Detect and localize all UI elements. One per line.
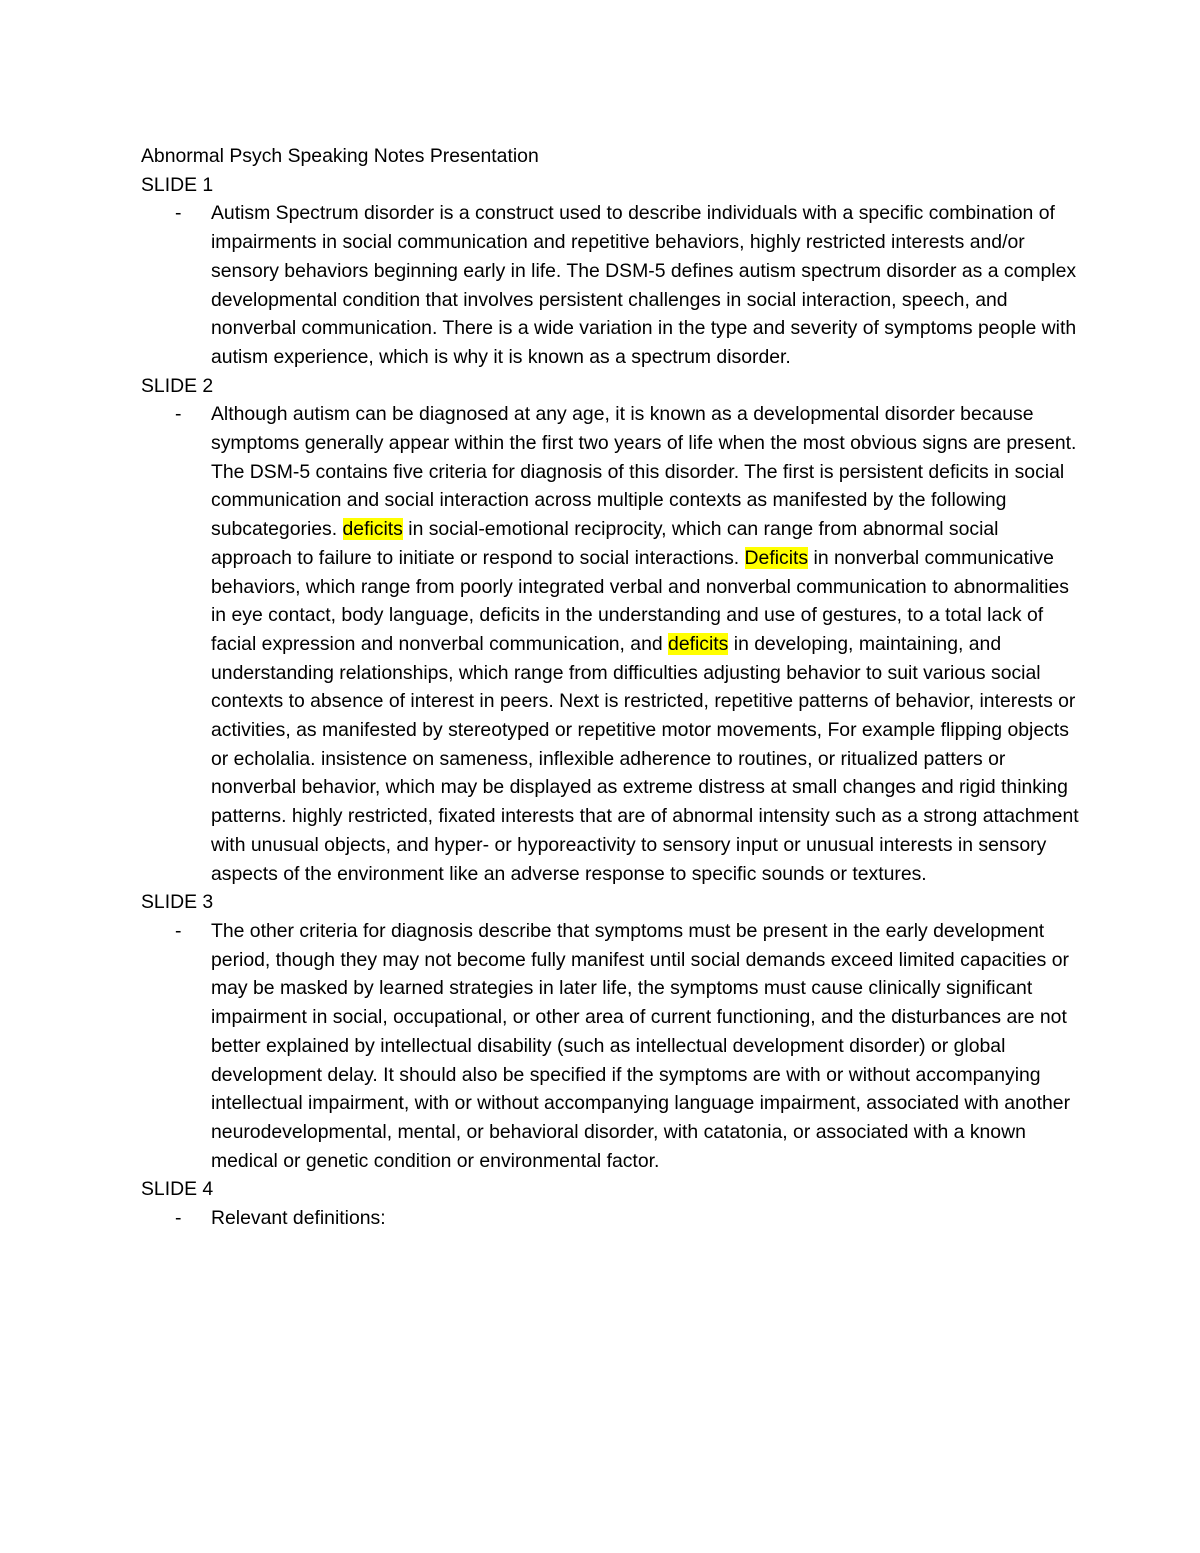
bullet-dash: - <box>175 919 182 942</box>
document-body <box>141 142 1081 1233</box>
document-title: Abnormal Psych Speaking Notes Presentation <box>141 145 539 167</box>
slide-3-heading: SLIDE 3 <box>141 891 214 914</box>
slide-3-text: The other criteria for diagnosis describe that symptoms must be present in the early development period, though they may not become fully manifest until social demands exceed limited capacities or may be masked by learned strategies in later life, the symptoms must cause clinically significant impairment in social, occupational, or other area of current functioning, and the disturbances are not better explained by intellectual disability (such as intellectual development disorder) or global development delay. It should also be specified if the symptoms are with or without accompanying intellectual impairment, with or without accompanying language impairment, associated with another neurodevelopmental, mental, or behavioral disorder, with catatonia, or associated with a known medical or genetic condition or environmental factor. <box>211 919 1071 1172</box>
slide-1-heading: SLIDE 1 <box>141 173 214 196</box>
highlighted-term: deficits <box>668 632 729 655</box>
slide-2-text-segment: in nonverbal communicative behaviors, which range from poorly integrated verbal and nonverbal communication to abnormalities in eye contact, body language, deficits in the understanding and use of gestures, to a total lack of facial expression and nonverbal communication, and <box>211 546 1069 655</box>
slide-3-bullet <box>141 917 1081 1175</box>
slide-2-text-segment: in developing, maintaining, and understanding relationships, which range from difficulties adjusting behavior to suit various social contexts to absence of interest in peers. Next is restricted, repetitive patterns of behavior, interests or activities, as manifested by stereotyped or repetitive motor movements, For example flipping objects or echolalia. insistence on sameness, inflexible adherence to routines, or ritualized patters or nonverbal behavior, which may be displayed as extreme distress at small changes and rigid thinking patterns. highly restricted, fixated interests that are of abnormal intensity such as a strong attachment with unusual objects, and hyper- or hyporeactivity to sensory input or unusual interests in sensory aspects of the environment like an adverse response to specific sounds or textures. <box>211 632 1079 885</box>
slide-2-bullet <box>141 400 1081 888</box>
bullet-dash: - <box>175 1207 182 1230</box>
bullet-dash: - <box>175 403 182 426</box>
slide-1-bullet <box>141 199 1081 371</box>
highlighted-term: deficits <box>342 518 403 541</box>
slide-4-heading: SLIDE 4 <box>141 1178 214 1201</box>
bullet-dash: - <box>175 202 182 225</box>
slide-2-heading: SLIDE 2 <box>141 374 214 397</box>
slide-2-text-segment: in social-emotional reciprocity, which can range from abnormal social approach to failure to initiate or respond to social interactions. <box>211 518 999 569</box>
slide-2-text-segment: Although autism can be diagnosed at any age, it is known as a developmental disorder because symptoms generally appear within the first two years of life when the most obvious signs are present. The DSM-5 contains five criteria for diagnosis of this disorder. The first is persistent deficits in social communication and social interaction across multiple contexts as manifested by the following subcategories. <box>211 403 1077 541</box>
slide-4-text: Relevant definitions: <box>211 1207 386 1230</box>
slide-4-bullet <box>141 1204 1081 1233</box>
slide-1-text: Autism Spectrum disorder is a construct used to describe individuals with a specific combination of impairments in social communication and repetitive behaviors, highly restricted interests and/or sensory behaviors beginning early in life. The DSM-5 defines autism spectrum disorder as a complex developmental condition that involves persistent challenges in social interaction, speech, and nonverbal communication. There is a wide variation in the type and severity of symptoms people with autism experience, which is why it is known as a spectrum disorder. <box>211 202 1077 368</box>
highlighted-term: Deficits <box>744 546 809 569</box>
